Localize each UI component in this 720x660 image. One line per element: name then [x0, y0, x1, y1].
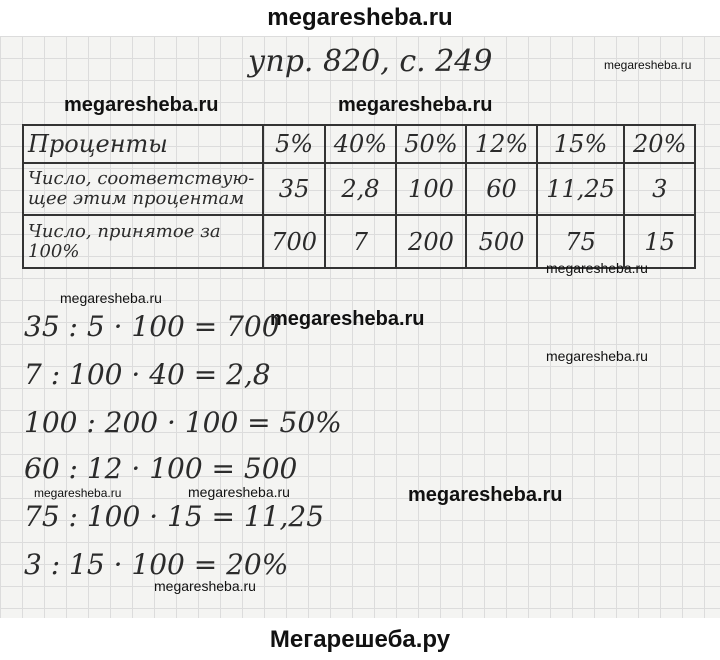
- table-cell: 500: [466, 215, 537, 268]
- table-cell: 35: [263, 163, 325, 216]
- equation-line: 7 : 100 · 40 = 2,8: [24, 358, 271, 391]
- table-row: [23, 163, 695, 216]
- table-cell: 75: [537, 215, 625, 268]
- percent-table: [22, 124, 696, 269]
- site-footer: Мегарешеба.ру: [269, 626, 451, 653]
- table-cell: 15%: [537, 125, 625, 163]
- watermark: megaresheba.ru: [64, 94, 219, 116]
- table-cell: 12%: [466, 125, 537, 163]
- equation-line: 75 : 100 · 15 = 11,25: [24, 500, 325, 533]
- watermark: megaresheba.ru: [604, 58, 692, 72]
- watermark: megaresheba.ru: [188, 484, 290, 500]
- watermark: megaresheba.ru: [34, 486, 122, 500]
- table-cell: 2,8: [325, 163, 396, 216]
- equation-line: 60 : 12 · 100 = 500: [24, 452, 298, 485]
- row-label-percents: Проценты: [23, 125, 263, 163]
- row-label-totals: Число, принятое за 100%: [23, 215, 263, 268]
- table-cell: 15: [624, 215, 695, 268]
- watermark: megaresheba.ru: [546, 348, 648, 364]
- watermark: megaresheba.ru: [270, 308, 425, 330]
- watermark: megaresheba.ru: [60, 290, 162, 306]
- table-row: [23, 125, 695, 163]
- table-cell: 100: [396, 163, 467, 216]
- table-cell: 7: [325, 215, 396, 268]
- equation-line: 100 : 200 · 100 = 50%: [24, 406, 342, 439]
- watermark: megaresheba.ru: [154, 578, 256, 594]
- table-cell: 60: [466, 163, 537, 216]
- table-cell: 200: [396, 215, 467, 268]
- table-cell: 20%: [624, 125, 695, 163]
- row-label-values: Число, соответствую-щее этим процентам: [23, 163, 263, 216]
- watermark: megaresheba.ru: [546, 260, 648, 276]
- table-cell: 50%: [396, 125, 467, 163]
- table-cell: 700: [263, 215, 325, 268]
- equation-line: 35 : 5 · 100 = 700: [24, 310, 280, 343]
- watermark: megaresheba.ru: [338, 94, 493, 116]
- table-cell: 40%: [325, 125, 396, 163]
- exercise-title: упр. 820, с. 249: [248, 44, 493, 79]
- table-cell: 3: [624, 163, 695, 216]
- watermark: megaresheba.ru: [408, 484, 563, 506]
- table-cell: 11,25: [537, 163, 625, 216]
- site-header: megaresheba.ru: [267, 4, 453, 31]
- table-cell: 5%: [263, 125, 325, 163]
- equation-line: 3 : 15 · 100 = 20%: [24, 548, 289, 581]
